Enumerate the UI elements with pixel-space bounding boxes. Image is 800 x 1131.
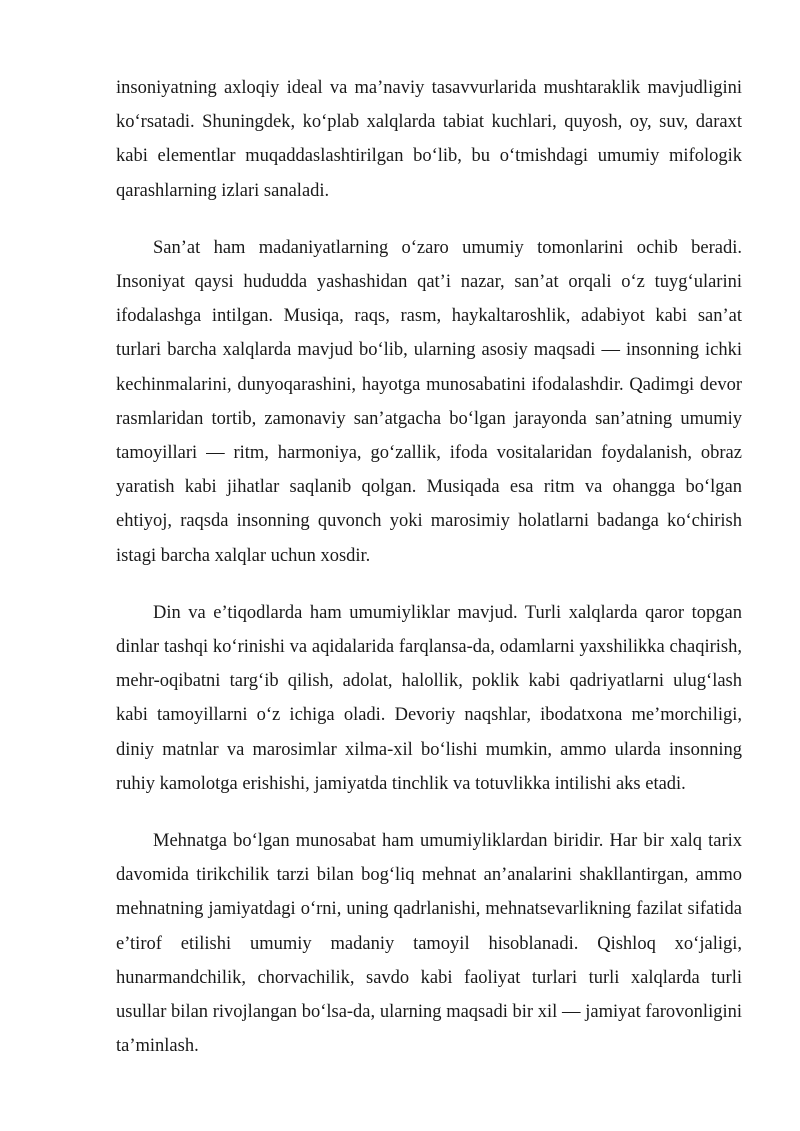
paragraph-labor: Mehnatga bo‘lgan munosabat ham umumiyliklardan biridir. Har bir xalq tarix davomida tirikchilik tarzi bilan bog‘liq mehnat an’analarini shakllantirgan, ammo mehnatning jamiyatdagi o‘rni, uning qadrlanishi, mehnatsevarlikning fazilat sifatida e’tirof etilishi umumiy madaniy tamoyil hisoblanadi. Qishloq xo‘jaligi, hunarmandchilik, chorvachilik, savdo kabi faoliyat turlari turli xalqlarda turli usullar bilan rivojlangan bo‘lsa-da, ularning maqsadi bir xil — jamiyat farovonligini ta’minlash.: [116, 831, 742, 1057]
paragraph-religion: Din va e’tiqodlarda ham umumiyliklar mavjud. Turli xalqlarda qaror topgan dinlar tashqi ko‘rinishi va aqidalarida farqlansa-da, odamlarni yaxshilikka chaqirish, mehr-oqibatni targ‘ib qilish, adolat, halollik, poklik kabi qadriyatlarni ulug‘lash kabi tamoyillarni o‘z ichiga oladi. Devoriy naqshlar, ibodatxona me’morchiligi, diniy matnlar va marosimlar xilma-xil bo‘lishi mumkin, ammo ularda insonning ruhiy kamolotga erishishi, jamiyatda tinchlik va totuvlikka intilishi aks etadi.: [116, 602, 742, 794]
paragraph-continuation: insoniyatning axloqiy ideal va ma’naviy tasavvurlarida mushtaraklik mavjudligini ko‘rsatadi. Shuningdek, ko‘plab xalqlarda tabiat kuchlari, quyosh, oy, suv, daraxt kabi elementlar muqaddaslashtirilgan bo‘lib, bu o‘tmishdagi umumiy mifologik qarashlarning izlari sanaladi.: [116, 78, 742, 201]
body-text: [116, 71, 742, 1086]
paragraph-art: San’at ham madaniyatlarning o‘zaro umumiy tomonlarini ochib beradi. Insoniyat qaysi hududda yashashidan qat’i nazar, san’at orqali o‘z tuyg‘ularini ifodalashga intilgan. Musiqa, raqs, rasm, haykaltaroshlik, adabiyot kabi san’at turlari barcha xalqlarda mavjud bo‘lib, ularning asosiy maqsadi — insonning ichki kechinmalarini, dunyoqarashini, hayotga munosabatini ifodalashdir. Qadimgi devor rasmlaridan tortib, zamonaviy san’atgacha bo‘lgan jarayonda san’atning umumiy tamoyillari — ritm, harmoniya, go‘zallik, ifoda vositalaridan foydalanish, obraz yaratish kabi jihatlar saqlanib qolgan. Musiqada esa ritm va ohangga bo‘lgan ehtiyoj, raqsda insonning quvonch yoki marosimiy holatlarni badanga ko‘chirish istagi barcha xalqlar uchun xosdir.: [116, 237, 742, 566]
